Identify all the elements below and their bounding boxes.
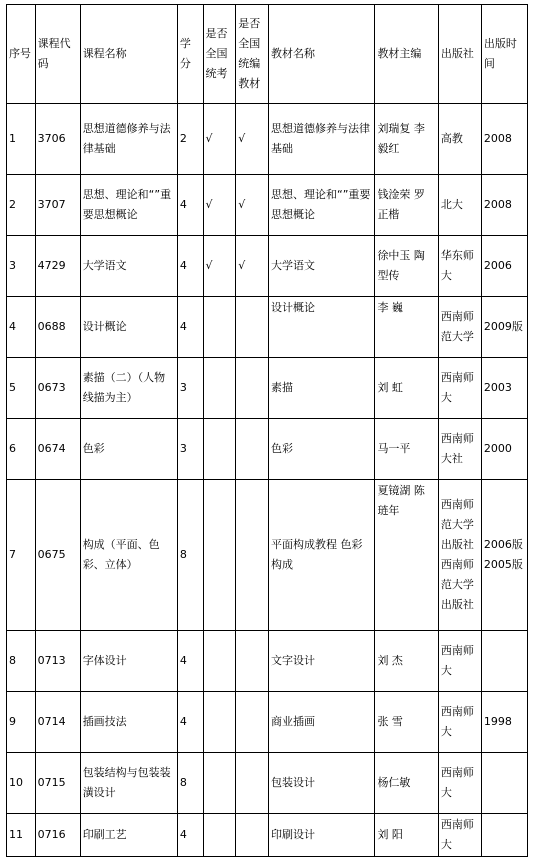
col-header-editor: 教材主编 [375,5,438,104]
cell-unified-textbook [236,631,269,692]
cell-editor: 刘 杰 [375,631,438,692]
cell-code: 3707 [35,175,80,236]
cell-no: 9 [7,692,36,753]
table-row [7,175,528,236]
cell-code: 4729 [35,236,80,297]
cell-credit: 4 [177,814,203,857]
col-header-publisher: 出版社 [438,5,481,104]
cell-unified-textbook: √ [236,175,269,236]
table-row [7,631,528,692]
cell-no: 6 [7,419,36,480]
cell-no: 3 [7,236,36,297]
cell-code: 0688 [35,297,80,358]
cell-no: 11 [7,814,36,857]
cell-name: 字体设计 [80,631,177,692]
cell-unified-exam [203,297,236,358]
course-textbook-table [6,4,528,857]
cell-unified-exam: √ [203,175,236,236]
cell-name: 素描（二）（人物线描为主） [80,358,177,419]
cell-name: 插画技法 [80,692,177,753]
cell-textbook: 思想、理论和“”重要思想概论 [269,175,375,236]
cell-unified-exam [203,480,236,631]
cell-publisher: 华东师大 [438,236,481,297]
table-row [7,297,528,358]
table-row [7,419,528,480]
cell-year [481,814,527,857]
cell-unified-exam [203,692,236,753]
cell-credit: 4 [177,631,203,692]
cell-editor: 钱淦荣 罗正楷 [375,175,438,236]
col-header-year: 出版时间 [481,5,527,104]
cell-credit: 2 [177,104,203,175]
cell-no: 2 [7,175,36,236]
cell-no: 5 [7,358,36,419]
cell-unified-exam [203,358,236,419]
cell-publisher: 西南师大 [438,358,481,419]
cell-credit: 4 [177,692,203,753]
cell-name: 思想、理论和“”重要思想概论 [80,175,177,236]
cell-textbook: 包装设计 [269,753,375,814]
cell-year: 2006版 2005版 [481,480,527,631]
cell-editor: 杨仁敏 [375,753,438,814]
table-row [7,753,528,814]
cell-unified-exam [203,631,236,692]
cell-textbook: 商业插画 [269,692,375,753]
cell-publisher: 西南师大 [438,631,481,692]
cell-name: 印刷工艺 [80,814,177,857]
col-header-code: 课程代码 [35,5,80,104]
cell-no: 8 [7,631,36,692]
cell-unified-exam: √ [203,236,236,297]
col-header-unified-textbook: 是否全国统编教材 [236,5,269,104]
table-row [7,814,528,857]
cell-code: 0713 [35,631,80,692]
cell-name: 思想道德修养与法律基础 [80,104,177,175]
cell-publisher: 西南师大 [438,692,481,753]
col-header-name: 课程名称 [80,5,177,104]
cell-publisher: 西南师大 [438,814,481,857]
col-header-textbook: 教材名称 [269,5,375,104]
cell-publisher: 西南师大 [438,753,481,814]
cell-publisher: 高教 [438,104,481,175]
cell-year: 2008 [481,175,527,236]
cell-unified-textbook [236,692,269,753]
cell-unified-exam [203,814,236,857]
cell-name: 色彩 [80,419,177,480]
cell-unified-textbook [236,358,269,419]
cell-year: 2006 [481,236,527,297]
table-row [7,104,528,175]
cell-textbook: 思想道德修养与法律基础 [269,104,375,175]
cell-unified-textbook [236,753,269,814]
cell-textbook: 平面构成教程 色彩构成 [269,480,375,631]
cell-name: 构成（平面、色彩、立体） [80,480,177,631]
cell-textbook: 大学语文 [269,236,375,297]
cell-editor: 张 雪 [375,692,438,753]
cell-year: 2000 [481,419,527,480]
table-row [7,480,528,631]
cell-unified-textbook [236,297,269,358]
cell-unified-exam: √ [203,104,236,175]
cell-no: 7 [7,480,36,631]
cell-code: 0675 [35,480,80,631]
cell-editor: 刘 阳 [375,814,438,857]
col-header-no: 序号 [7,5,36,104]
cell-textbook: 素描 [269,358,375,419]
cell-code: 0716 [35,814,80,857]
cell-year: 1998 [481,692,527,753]
col-header-unified-exam: 是否全国统考 [203,5,236,104]
cell-editor: 刘瑞复 李毅红 [375,104,438,175]
cell-name: 包装结构与包装装潢设计 [80,753,177,814]
cell-credit: 4 [177,236,203,297]
header-row [7,5,528,104]
cell-no: 4 [7,297,36,358]
cell-year: 2008 [481,104,527,175]
cell-unified-textbook [236,480,269,631]
cell-code: 0673 [35,358,80,419]
cell-unified-textbook: √ [236,236,269,297]
cell-editor: 李 巍 [375,297,438,358]
cell-code: 0715 [35,753,80,814]
cell-textbook: 色彩 [269,419,375,480]
cell-editor: 夏镜湖 陈琏年 [375,480,438,631]
cell-code: 3706 [35,104,80,175]
cell-textbook: 文字设计 [269,631,375,692]
col-header-credit: 学分 [177,5,203,104]
cell-textbook: 印刷设计 [269,814,375,857]
cell-publisher: 西南师范大学出版社 西南师范大学出版社 [438,480,481,631]
cell-publisher: 北大 [438,175,481,236]
cell-editor: 刘 虹 [375,358,438,419]
table-row [7,358,528,419]
cell-editor: 徐中玉 陶型传 [375,236,438,297]
cell-unified-textbook: √ [236,104,269,175]
cell-credit: 8 [177,753,203,814]
cell-year: 2003 [481,358,527,419]
cell-publisher: 西南师大社 [438,419,481,480]
cell-unified-textbook [236,814,269,857]
cell-credit: 3 [177,358,203,419]
cell-year [481,753,527,814]
table-row [7,236,528,297]
cell-editor: 马一平 [375,419,438,480]
cell-year: 2009版 [481,297,527,358]
cell-credit: 4 [177,175,203,236]
cell-no: 10 [7,753,36,814]
cell-publisher: 西南师范大学 [438,297,481,358]
cell-name: 设计概论 [80,297,177,358]
cell-unified-textbook [236,419,269,480]
cell-credit: 4 [177,297,203,358]
cell-unified-exam [203,753,236,814]
cell-textbook: 设计概论 [269,297,375,358]
cell-no: 1 [7,104,36,175]
cell-credit: 8 [177,480,203,631]
cell-code: 0714 [35,692,80,753]
cell-credit: 3 [177,419,203,480]
cell-code: 0674 [35,419,80,480]
cell-year [481,631,527,692]
cell-unified-exam [203,419,236,480]
cell-name: 大学语文 [80,236,177,297]
table-row [7,692,528,753]
